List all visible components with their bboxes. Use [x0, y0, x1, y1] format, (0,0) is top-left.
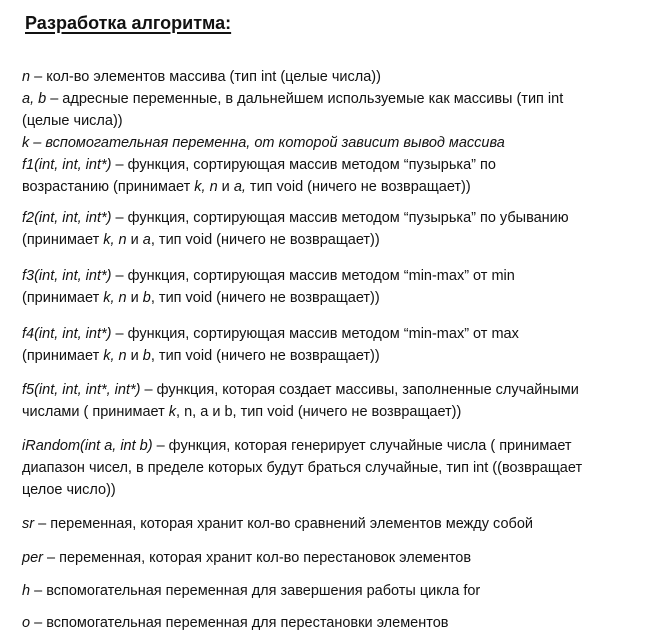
- identifier-text: k, n: [194, 179, 218, 195]
- paragraph-f2: [22, 207, 642, 251]
- body-text: и: [126, 290, 143, 306]
- text-line: [22, 479, 642, 501]
- text-line: [22, 66, 642, 88]
- text-line: [22, 88, 642, 110]
- paragraph-variables: [22, 66, 642, 198]
- identifier-text: k, n: [103, 290, 127, 306]
- text-line: [22, 229, 642, 251]
- identifier-text: a, b: [22, 91, 47, 107]
- identifier-text: o: [22, 615, 31, 630]
- body-text: – функция, которая создает массивы, заполненные случайными: [140, 382, 579, 398]
- body-text: числами ( принимает: [22, 404, 169, 420]
- body-text: – переменная, которая хранит кол-во сравнений элементов между собой: [34, 516, 533, 532]
- identifier-text: k, n: [103, 232, 127, 248]
- identifier-text: f2(int, int, int*): [22, 210, 112, 226]
- identifier-text: h: [22, 583, 31, 599]
- text-line: [22, 323, 642, 345]
- paragraph-f4: [22, 323, 642, 367]
- identifier-text: n: [22, 69, 31, 85]
- body-text: – вспомогательная переменная для завершения работы цикла for: [30, 583, 481, 599]
- text-line: [22, 435, 642, 457]
- identifier-text: f4(int, int, int*): [22, 326, 112, 342]
- body-text: – переменная, которая хранит кол-во перестановок элементов: [42, 550, 472, 566]
- body-text: – кол-во элементов массива (тип int (целые числа)): [30, 69, 381, 85]
- text-line: [22, 287, 642, 309]
- identifier-text: per: [22, 550, 43, 566]
- body-text: диапазон чисел, в пределе которых будут браться случайные, тип int ((возвращает: [22, 460, 583, 476]
- text-line: [22, 580, 642, 602]
- section-heading: Разработка алгоритма:: [25, 13, 232, 33]
- paragraph-sr: [22, 513, 642, 535]
- body-text: и: [126, 232, 143, 248]
- text-line: [22, 265, 642, 287]
- body-text: , тип void (ничего не возвращает)): [150, 348, 380, 364]
- text-line: [22, 132, 642, 154]
- body-text: – функция, сортирующая массив методом “min-max” от min: [111, 268, 515, 284]
- text-line: [22, 457, 642, 479]
- body-text: , тип void (ничего не возвращает)): [150, 232, 380, 248]
- identifier-text: iRandom(int a, int b): [22, 438, 153, 454]
- text-line: [22, 379, 642, 401]
- identifier-text: a: [142, 232, 151, 248]
- paragraph-f3: [22, 265, 642, 309]
- body-text: – функция, сортирующая массив методом “пузырька” по: [111, 157, 496, 173]
- paragraph-h: [22, 580, 642, 602]
- text-line: [22, 401, 642, 423]
- identifier-text: f3(int, int, int*): [22, 268, 112, 284]
- body-text: – вспомогательная переменная для перестановки элементов: [30, 615, 449, 630]
- body-text: (целые числа)): [22, 113, 123, 129]
- identifier-text: b: [142, 348, 151, 364]
- body-text: тип void (ничего не возвращает)): [245, 179, 471, 195]
- identifier-text: b: [142, 290, 151, 306]
- body-text: – функция, сортирующая массив методом “min-max” от max: [111, 326, 519, 342]
- body-text: – функция, сортирующая массив методом “пузырька” по убыванию: [111, 210, 569, 226]
- identifier-text: k, n: [103, 348, 127, 364]
- body-text: – функция, которая генерирует случайные числа ( принимает: [152, 438, 572, 454]
- paragraph-o: [22, 612, 642, 630]
- text-line: [22, 154, 642, 176]
- body-text: (принимает: [22, 348, 104, 364]
- paragraph-irandom: [22, 435, 642, 501]
- identifier-text: k – вспомогательная переменна, от которой зависит вывод массива: [22, 135, 505, 151]
- body-text: – адресные переменные, в дальнейшем используемые как массивы (тип int: [46, 91, 564, 107]
- text-line: [22, 612, 642, 630]
- body-text: , n, a и b, тип void (ничего не возвращает)): [176, 404, 462, 420]
- text-line: [22, 176, 642, 198]
- body-text: (принимает: [22, 290, 104, 306]
- identifier-text: f1(int, int, int*): [22, 157, 112, 173]
- text-line: [22, 547, 642, 569]
- text-line: [22, 110, 642, 132]
- identifier-text: f5(int, int, int*, int*): [22, 382, 141, 398]
- text-line: [22, 345, 642, 367]
- paragraph-per: [22, 547, 642, 569]
- body-text: и: [217, 179, 234, 195]
- text-line: [22, 207, 642, 229]
- body-text: и: [126, 348, 143, 364]
- body-text: (принимает: [22, 232, 104, 248]
- text-line: [22, 513, 642, 535]
- identifier-text: sr: [22, 516, 35, 532]
- identifier-text: k: [168, 404, 177, 420]
- identifier-text: a,: [233, 179, 246, 195]
- body-text: целое число)): [22, 482, 116, 498]
- body-text: , тип void (ничего не возвращает)): [150, 290, 380, 306]
- body-text: возрастанию (принимает: [22, 179, 195, 195]
- paragraph-f5: [22, 379, 642, 423]
